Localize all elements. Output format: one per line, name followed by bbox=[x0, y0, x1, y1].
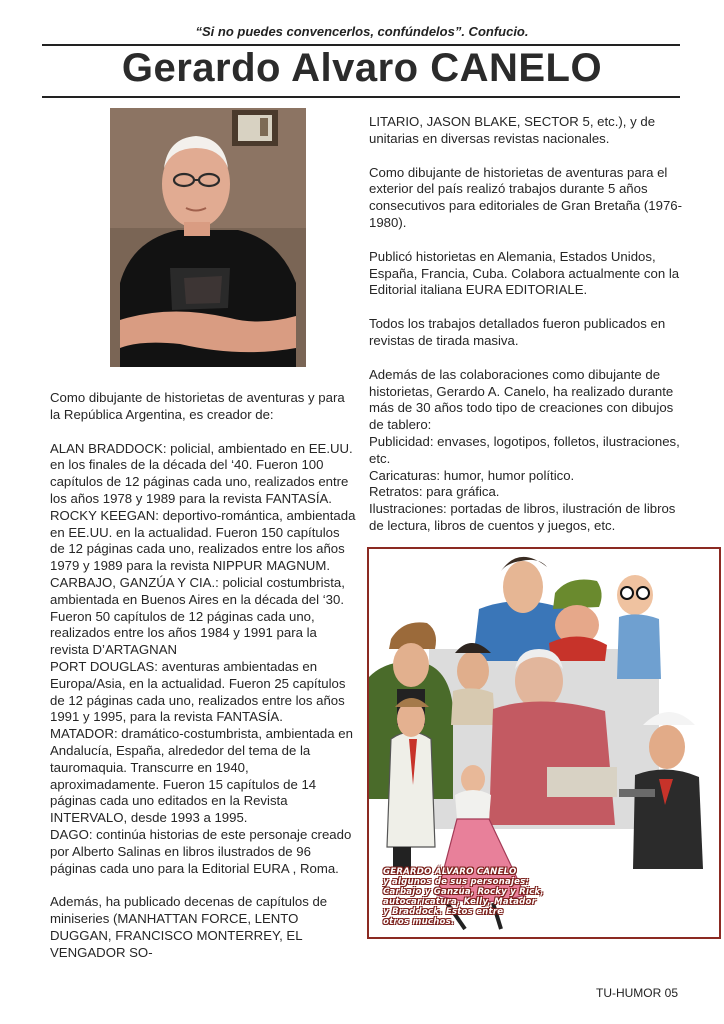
right-paragraph-advertising: Publicidad: envases, logotipos, folletos, ilustraciones, etc. bbox=[369, 433, 680, 466]
right-paragraph-mass-circulation: Todos los trabajos detallados fueron publicados en revistas de tirada masiva. bbox=[369, 316, 666, 348]
right-paragraph-other-work: Además de las colaboraciones como dibujante de historietas, Gerardo A. Canelo, ha realizado durante más de 30 años todo tipo de creaciones con dibujos de tablero: bbox=[369, 366, 674, 433]
collage-caption-line: GERARDO ÁLVARO CANELO bbox=[383, 867, 517, 877]
collage-caption-line: y algunos de sus personajes: bbox=[383, 877, 530, 887]
collage-caption bbox=[383, 867, 713, 927]
right-paragraph-portraits: Retratos: para gráfica. bbox=[369, 484, 500, 500]
collage-caption-line: Carbajo y Ganzúa, Rocky y Rick, bbox=[383, 887, 544, 897]
left-paragraph-matador: MATADOR: dramático-costumbrista, ambientada en Andalucía, España, alrededor del tema de la tauromaquia. Transcurre en 1940, aproximadamente. Fueron 15 capítulos de 14 páginas cada uno editados en la Revista INTERVALO, desde 1993 a 1995. bbox=[50, 726, 353, 826]
collage-caption-line: y Braddock. Estos entre bbox=[383, 907, 504, 917]
right-paragraph-publications: Publicó historietas en Alemania, Estados Unidos, España, Francia, Cuba. Colabora actualmente con la Editorial italiana EURA EDITORIALE. bbox=[369, 248, 680, 298]
right-paragraph-illustrations: Ilustraciones: portadas de libros, ilustración de libros de lectura, libros de cuentos y juegos, etc. bbox=[369, 501, 676, 533]
right-column bbox=[369, 114, 685, 535]
left-paragraph-dago: DAGO: continúa historias de este personaje creado por Alberto Salinas en libros ilustrados de 96 páginas cada uno para la Editorial EURA , Roma. bbox=[50, 826, 352, 876]
page-footer-label: TU-HUMOR 05 bbox=[595, 986, 678, 1000]
collage-caption-line: autocaricatura, Kelly, Matador bbox=[383, 897, 537, 907]
header-rule-bottom bbox=[42, 96, 680, 98]
author-photo-illustration bbox=[110, 108, 306, 367]
left-paragraph-port-douglas: PORT DOUGLAS: aventuras ambientadas en Europa/Asia, en la actualidad. Fueron 25 capítulos de 12 páginas cada uno, realizados entre los años 1991 y 1995, para la revista FANTASÍA. bbox=[50, 658, 346, 725]
left-paragraph-rocky-keegan: ROCKY KEEGAN: deportivo-romántica, ambientada en EE.UU. en la actualidad. Fueron 150 capítulos de 12 páginas cada uno, realizados entre los años 1979 y 1989 para la revista NIPPUR MAGNUM. bbox=[50, 507, 356, 574]
right-paragraph-caricatures: Caricaturas: humor, humor político. bbox=[369, 467, 575, 483]
left-paragraph-intro: Como dibujante de historietas de aventuras y para la República Argentina, es creador de: bbox=[50, 390, 345, 422]
left-paragraph-alan-braddock: ALAN BRADDOCK: policial, ambientado en EE.UU. en los finales de la década del ‘40. Fueron 100 capítulos de 12 páginas cada uno, realizados entre los años 1978 y 1989 para la revista FANTASÍA. bbox=[50, 440, 353, 506]
right-paragraph-miniseries-cont: LITARIO, JASON BLAKE, SECTOR 5, etc.), y de unitarias en diversas revistas nacionales. bbox=[369, 114, 656, 146]
right-paragraph-exterior: Como dibujante de historietas de aventuras para el exterior del país realizó trabajos durante 5 años consecutivos para editoriales de Gran Bretaña (1976-1980). bbox=[369, 164, 683, 230]
page-title: Gerardo Alvaro CANELO bbox=[121, 46, 603, 90]
header-quote: “Si no puedes convencerlos, confúndelos”. Confucio. bbox=[195, 24, 529, 39]
author-photo bbox=[110, 108, 306, 367]
left-paragraph-carbajo-ganzua: CARBAJO, GANZÚA Y CIA.: policial costumbrista, ambientada en Buenos Aires en la década del ‘30. Fueron 50 capítulos de 12 páginas cada uno, realizados entre los años 1984 y 1991 para la revista D’ARTAGNAN bbox=[50, 574, 345, 658]
left-paragraph-miniseries: Además, ha publicado decenas de capítulos de miniseries (MANHATTAN FORCE, LENTO DUGGAN, FRANCISCO MONTERREY, EL VENGADOR SO- bbox=[50, 894, 328, 960]
characters-collage bbox=[367, 547, 721, 939]
collage-caption-line: otros muchos. bbox=[383, 917, 455, 927]
left-column bbox=[50, 390, 356, 962]
